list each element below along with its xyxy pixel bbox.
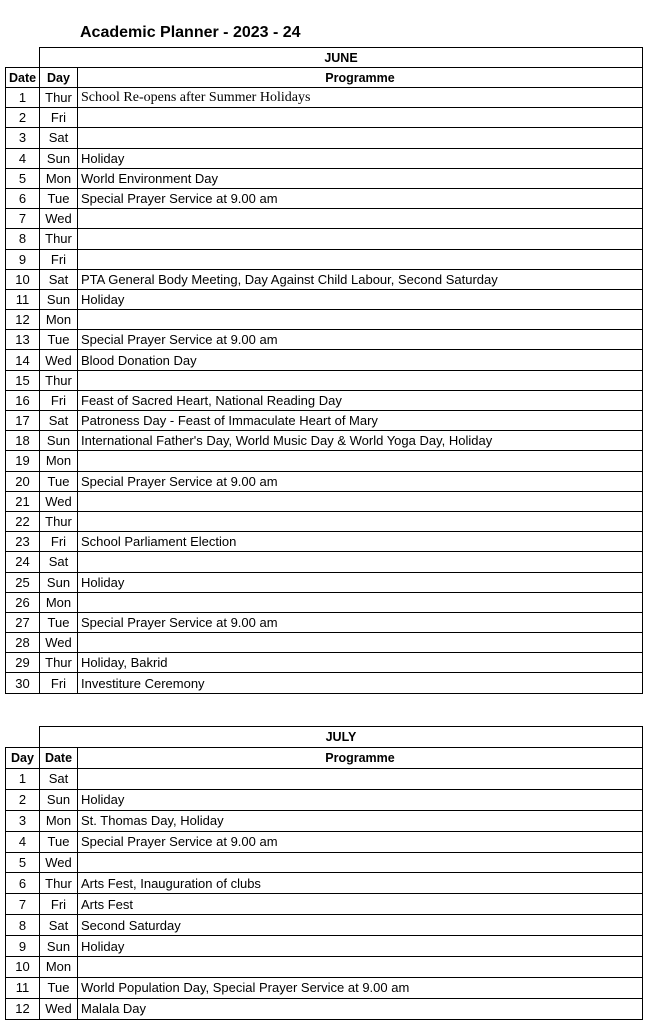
cell-programme [78, 370, 643, 390]
cell-programme [78, 491, 643, 511]
cell-number: 12 [6, 310, 40, 330]
cell-programme [78, 552, 643, 572]
month-heading-june: JUNE [40, 48, 643, 68]
cell-number: 3 [6, 810, 40, 831]
table-row [6, 431, 643, 451]
cell-weekday: Sun [40, 789, 78, 810]
cell-programme: Special Prayer Service at 9.00 am [78, 330, 643, 350]
table-row [6, 310, 643, 330]
cell-weekday: Sun [40, 431, 78, 451]
cell-number: 5 [6, 852, 40, 873]
cell-number: 1 [6, 769, 40, 790]
cell-weekday: Tue [40, 612, 78, 632]
table-row [6, 873, 643, 894]
cell-weekday: Wed [40, 350, 78, 370]
cell-weekday: Fri [40, 673, 78, 693]
cell-number: 19 [6, 451, 40, 471]
table-row [6, 249, 643, 269]
cell-weekday: Thur [40, 511, 78, 531]
cell-number: 11 [6, 977, 40, 998]
cell-number: 27 [6, 612, 40, 632]
cell-weekday: Wed [40, 852, 78, 873]
cell-weekday: Mon [40, 957, 78, 978]
blank-cell [6, 727, 40, 748]
table-row [6, 572, 643, 592]
july-rows [6, 769, 643, 1020]
cell-weekday: Mon [40, 810, 78, 831]
cell-weekday: Fri [40, 108, 78, 128]
cell-number: 3 [6, 128, 40, 148]
cell-programme: Special Prayer Service at 9.00 am [78, 188, 643, 208]
table-row [6, 148, 643, 168]
cell-weekday: Sat [40, 915, 78, 936]
cell-number: 4 [6, 831, 40, 852]
cell-number: 30 [6, 673, 40, 693]
june-month-row [6, 48, 643, 68]
table-row [6, 936, 643, 957]
cell-programme: Second Saturday [78, 915, 643, 936]
table-row [6, 977, 643, 998]
cell-number: 11 [6, 289, 40, 309]
cell-programme [78, 769, 643, 790]
table-row [6, 491, 643, 511]
cell-number: 14 [6, 350, 40, 370]
july-month-row [6, 727, 643, 748]
cell-number: 8 [6, 915, 40, 936]
cell-number: 15 [6, 370, 40, 390]
cell-number: 7 [6, 894, 40, 915]
cell-programme [78, 108, 643, 128]
table-row [6, 370, 643, 390]
table-row [6, 269, 643, 289]
cell-programme [78, 229, 643, 249]
cell-number: 6 [6, 188, 40, 208]
cell-programme [78, 128, 643, 148]
cell-programme: Investiture Ceremony [78, 673, 643, 693]
cell-programme: Holiday [78, 289, 643, 309]
cell-number: 24 [6, 552, 40, 572]
cell-programme: Malala Day [78, 998, 643, 1019]
table-row [6, 633, 643, 653]
cell-weekday: Sun [40, 148, 78, 168]
cell-programme [78, 451, 643, 471]
table-row [6, 209, 643, 229]
table-row [6, 108, 643, 128]
column-header-programme: Programme [78, 68, 643, 88]
blank-cell [6, 48, 40, 68]
cell-programme: Holiday [78, 789, 643, 810]
cell-programme: Patroness Day - Feast of Immaculate Heart of Mary [78, 411, 643, 431]
table-row [6, 411, 643, 431]
table-row [6, 511, 643, 531]
june-rows [6, 88, 643, 694]
cell-programme: Special Prayer Service at 9.00 am [78, 831, 643, 852]
cell-programme: Holiday [78, 936, 643, 957]
cell-number: 2 [6, 789, 40, 810]
cell-programme: School Parliament Election [78, 532, 643, 552]
cell-number: 28 [6, 633, 40, 653]
table-row [6, 330, 643, 350]
table-row [6, 451, 643, 471]
table-row [6, 532, 643, 552]
cell-weekday: Sat [40, 552, 78, 572]
column-header-date: Date [40, 748, 78, 769]
cell-number: 4 [6, 148, 40, 168]
cell-weekday: Thur [40, 653, 78, 673]
cell-programme: PTA General Body Meeting, Day Against Child Labour, Second Saturday [78, 269, 643, 289]
cell-weekday: Wed [40, 633, 78, 653]
cell-programme: Special Prayer Service at 9.00 am [78, 612, 643, 632]
table-row [6, 552, 643, 572]
cell-programme: Holiday [78, 572, 643, 592]
cell-programme: Blood Donation Day [78, 350, 643, 370]
cell-programme [78, 249, 643, 269]
cell-number: 8 [6, 229, 40, 249]
table-row [6, 88, 643, 108]
june-header-row [6, 68, 643, 88]
cell-weekday: Tue [40, 330, 78, 350]
cell-programme [78, 592, 643, 612]
table-row [6, 789, 643, 810]
table-row [6, 471, 643, 491]
column-header-date: Date [6, 68, 40, 88]
cell-weekday: Mon [40, 592, 78, 612]
cell-programme: Holiday [78, 148, 643, 168]
table-row [6, 350, 643, 370]
july-table [5, 726, 643, 1020]
cell-number: 21 [6, 491, 40, 511]
table-row [6, 831, 643, 852]
table-row [6, 957, 643, 978]
cell-number: 25 [6, 572, 40, 592]
table-row [6, 852, 643, 873]
cell-number: 6 [6, 873, 40, 894]
cell-programme: Special Prayer Service at 9.00 am [78, 471, 643, 491]
cell-weekday: Sat [40, 769, 78, 790]
cell-weekday: Sat [40, 128, 78, 148]
cell-programme [78, 852, 643, 873]
cell-programme [78, 511, 643, 531]
cell-number: 2 [6, 108, 40, 128]
cell-programme [78, 633, 643, 653]
june-table [5, 47, 643, 694]
cell-weekday: Thur [40, 873, 78, 894]
cell-weekday: Wed [40, 998, 78, 1019]
table-row [6, 168, 643, 188]
cell-programme: World Environment Day [78, 168, 643, 188]
cell-programme: Feast of Sacred Heart, National Reading Day [78, 390, 643, 410]
cell-weekday: Fri [40, 390, 78, 410]
cell-weekday: Sat [40, 269, 78, 289]
table-row [6, 894, 643, 915]
cell-number: 29 [6, 653, 40, 673]
cell-number: 12 [6, 998, 40, 1019]
cell-number: 16 [6, 390, 40, 410]
table-row [6, 769, 643, 790]
table-row [6, 289, 643, 309]
cell-number: 5 [6, 168, 40, 188]
column-header-day: Day [40, 68, 78, 88]
table-row [6, 810, 643, 831]
cell-programme [78, 957, 643, 978]
column-header-day: Day [6, 748, 40, 769]
month-heading-july: JULY [40, 727, 643, 748]
table-row [6, 390, 643, 410]
table-row [6, 128, 643, 148]
cell-weekday: Mon [40, 168, 78, 188]
table-row [6, 673, 643, 693]
cell-number: 10 [6, 957, 40, 978]
cell-weekday: Sat [40, 411, 78, 431]
cell-programme: St. Thomas Day, Holiday [78, 810, 643, 831]
cell-number: 22 [6, 511, 40, 531]
cell-programme: Arts Fest, Inauguration of clubs [78, 873, 643, 894]
cell-number: 9 [6, 249, 40, 269]
july-header-row [6, 748, 643, 769]
table-row [6, 188, 643, 208]
cell-weekday: Tue [40, 831, 78, 852]
cell-number: 26 [6, 592, 40, 612]
cell-number: 23 [6, 532, 40, 552]
cell-programme: World Population Day, Special Prayer Service at 9.00 am [78, 977, 643, 998]
cell-weekday: Thur [40, 88, 78, 108]
cell-weekday: Mon [40, 451, 78, 471]
table-row [6, 612, 643, 632]
table-row [6, 229, 643, 249]
cell-weekday: Fri [40, 532, 78, 552]
cell-weekday: Thur [40, 229, 78, 249]
cell-programme: Arts Fest [78, 894, 643, 915]
cell-weekday: Mon [40, 310, 78, 330]
cell-weekday: Sun [40, 289, 78, 309]
cell-weekday: Fri [40, 249, 78, 269]
cell-weekday: Thur [40, 370, 78, 390]
cell-weekday: Sun [40, 572, 78, 592]
cell-number: 18 [6, 431, 40, 451]
cell-number: 10 [6, 269, 40, 289]
column-header-programme: Programme [78, 748, 643, 769]
cell-programme: School Re-opens after Summer Holidays [78, 88, 643, 108]
cell-programme: International Father's Day, World Music Day & World Yoga Day, Holiday [78, 431, 643, 451]
cell-programme [78, 310, 643, 330]
cell-number: 17 [6, 411, 40, 431]
cell-number: 9 [6, 936, 40, 957]
table-row [6, 592, 643, 612]
cell-weekday: Wed [40, 209, 78, 229]
cell-number: 20 [6, 471, 40, 491]
cell-weekday: Sun [40, 936, 78, 957]
cell-number: 7 [6, 209, 40, 229]
cell-number: 1 [6, 88, 40, 108]
cell-weekday: Tue [40, 471, 78, 491]
cell-weekday: Tue [40, 977, 78, 998]
cell-number: 13 [6, 330, 40, 350]
cell-programme [78, 209, 643, 229]
page-title: Academic Planner - 2023 - 24 [80, 24, 301, 41]
cell-programme: Holiday, Bakrid [78, 653, 643, 673]
table-row [6, 915, 643, 936]
table-row [6, 653, 643, 673]
cell-weekday: Fri [40, 894, 78, 915]
cell-weekday: Tue [40, 188, 78, 208]
cell-weekday: Wed [40, 491, 78, 511]
table-row [6, 998, 643, 1019]
